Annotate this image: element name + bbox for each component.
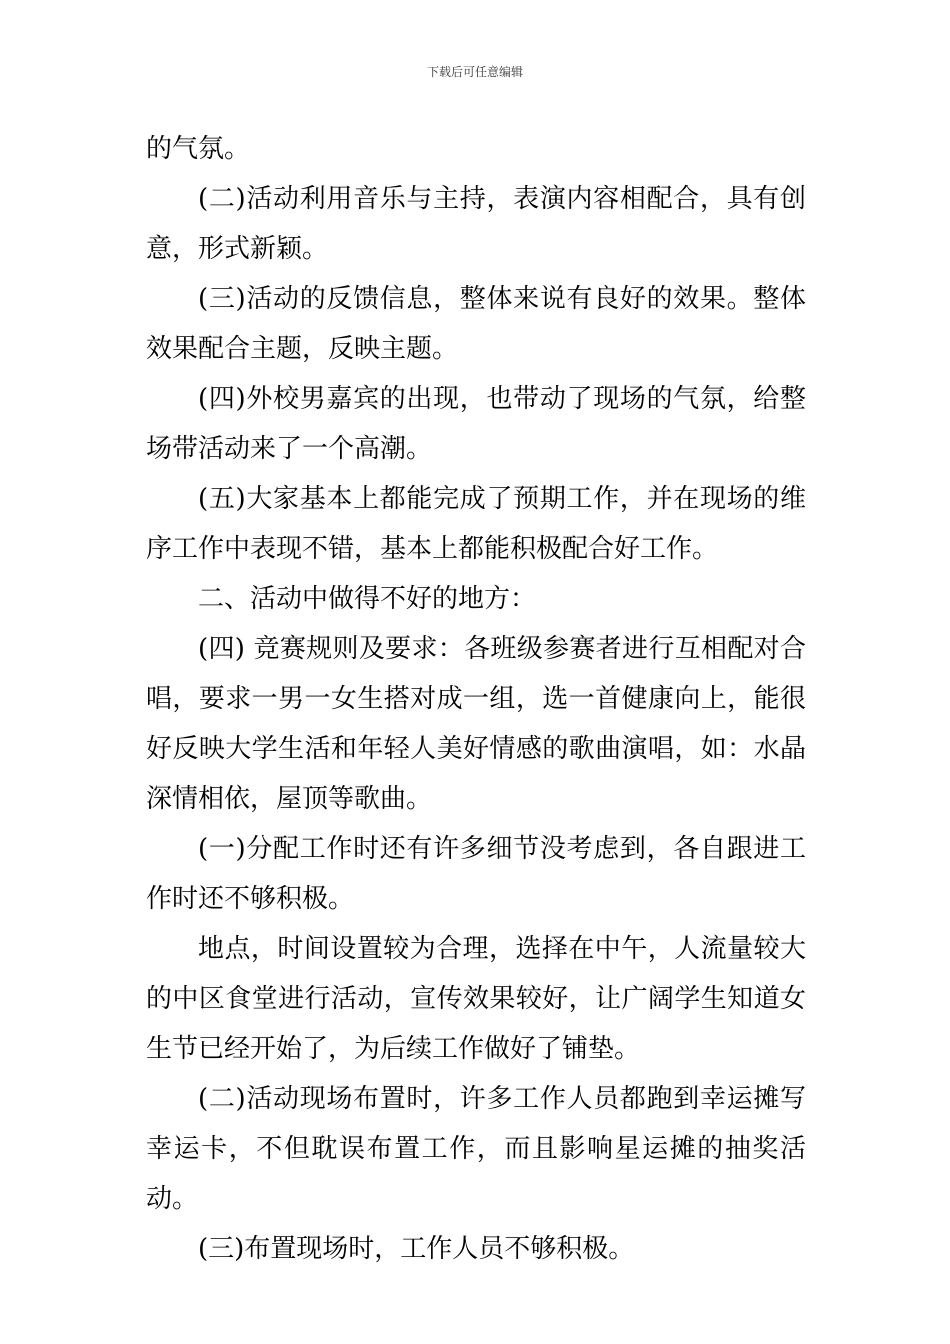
- paragraph-11: (三)布置现场时，工作人员不够积极。: [198, 1234, 635, 1264]
- paragraph-8: (一)分配工作时还有许多细节没考虑到，各自跟进工作时还不够积极。: [146, 834, 806, 914]
- paragraph-5: (五)大家基本上都能完成了预期工作，并在现场的维序工作中表现不错，基本上都能积极配合好工作。: [146, 484, 806, 564]
- document-body: [146, 124, 806, 1274]
- paragraph-2: (二)活动利用音乐与主持，表演内容相配合，具有创意，形式新颖。: [146, 184, 806, 264]
- paragraph-1: 的气氛。: [146, 134, 251, 164]
- section-heading: 二、活动中做得不好的地方：: [198, 584, 537, 614]
- paragraph-10: (二)活动现场布置时，许多工作人员都跑到幸运摊写幸运卡，不但耽误布置工作，而且影响星运摊的抽奖活动。: [146, 1084, 806, 1214]
- paragraph-3: (三)活动的反馈信息，整体来说有良好的效果。整体效果配合主题，反映主题。: [146, 284, 806, 364]
- paragraph-7: (四) 竞赛规则及要求：各班级参赛者进行互相配对合唱，要求一男一女生搭对成一组，选一首健康向上，能很好反映大学生活和年轻人美好情感的歌曲演唱，如：水晶深情相依，屋顶等歌曲。: [146, 634, 806, 814]
- paragraph-9: 地点，时间设置较为合理，选择在中午，人流量较大的中区食堂进行活动，宣传效果较好，让广阔学生知道女生节已经开始了，为后续工作做好了铺垫。: [146, 934, 806, 1064]
- paragraph-4: (四)外校男嘉宾的出现，也带动了现场的气氛，给整场带活动来了一个高潮。: [146, 384, 806, 464]
- page-header: 下载后可任意编辑: [426, 65, 523, 79]
